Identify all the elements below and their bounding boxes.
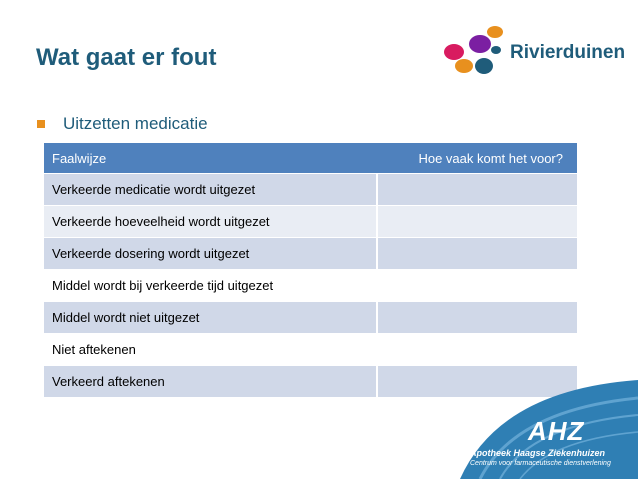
table-cell <box>377 270 577 302</box>
bullet-text: Uitzetten medicatie <box>63 114 208 133</box>
table-cell <box>377 206 577 238</box>
table-cell: Verkeerde hoeveelheid wordt uitgezet <box>44 206 377 238</box>
table-cell: Verkeerd aftekenen <box>44 366 377 398</box>
ahz-mark: AHZ <box>528 416 585 446</box>
table-cell: Middel wordt niet uitgezet <box>44 302 377 334</box>
logo-text: Rivierduinen <box>510 42 626 63</box>
table-row <box>44 334 577 366</box>
rivierduinen-logo <box>440 22 630 78</box>
failure-table <box>44 143 577 397</box>
ahz-logo <box>460 380 638 479</box>
rivierduinen-mark-icon <box>440 22 510 78</box>
table-row <box>44 206 577 238</box>
ahz-name: Apotheek Haagse Ziekenhuizen <box>470 448 606 458</box>
table-row <box>44 270 577 302</box>
header-frequency: Hoe vaak komt het voor? <box>377 143 577 174</box>
table-row <box>44 302 577 334</box>
table-row <box>44 174 577 206</box>
table-cell: Middel wordt bij verkeerde tijd uitgezet <box>44 270 377 302</box>
table-row <box>44 238 577 270</box>
table-cell: Verkeerde dosering wordt uitgezet <box>44 238 377 270</box>
bullet-marker <box>37 120 45 128</box>
header-faalwijze: Faalwijze <box>44 143 377 174</box>
table-cell <box>377 334 577 366</box>
table-cell <box>377 174 577 206</box>
table-cell <box>377 238 577 270</box>
table-cell: Verkeerde medicatie wordt uitgezet <box>44 174 377 206</box>
slide-title: Wat gaat er fout <box>36 44 217 71</box>
table-cell <box>377 302 577 334</box>
table-header-row <box>44 143 577 174</box>
ahz-tagline: Centrum voor farmaceutische dienstverlening <box>470 460 611 467</box>
table-cell: Niet aftekenen <box>44 334 377 366</box>
